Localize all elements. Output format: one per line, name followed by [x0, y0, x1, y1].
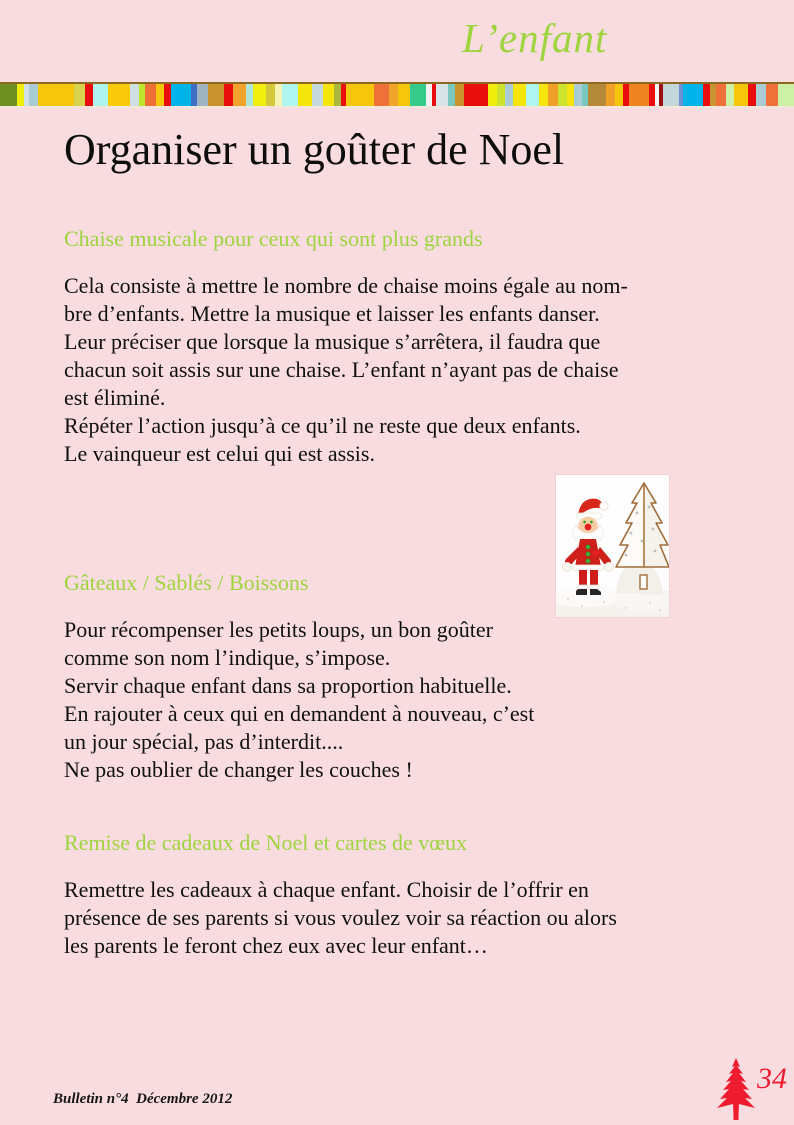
text-line: un jour spécial, pas d’interdit....: [64, 729, 344, 754]
text-line: Leur préciser que lorsque la musique s’arrêtera, il faudra que: [64, 329, 601, 354]
text-line: est éliminé.: [64, 385, 166, 410]
banner-stripe: [74, 84, 85, 106]
santa-cookie-illustration: [556, 475, 669, 617]
banner-stripe: [548, 84, 558, 106]
banner-stripe: [29, 84, 38, 106]
banner-stripe: [233, 84, 246, 106]
banner-stripe: [748, 84, 756, 106]
banner-stripe: [164, 84, 171, 106]
banner-stripe: [756, 84, 766, 106]
banner-stripe: [171, 84, 191, 106]
text-line: présence de ses parents si vous voulez voir sa réaction ou alors: [64, 905, 617, 930]
banner-stripe: [513, 84, 526, 106]
banner-stripe: [497, 84, 505, 106]
banner-stripe: [312, 84, 323, 106]
banner-stripe: [282, 84, 298, 106]
page-title: Organiser un goûter de Noel: [64, 125, 565, 174]
banner-stripe: [539, 84, 548, 106]
banner-stripe: [93, 84, 108, 106]
banner-stripe: [374, 84, 389, 106]
banner-stripe: [410, 84, 426, 106]
text-line: Remettre les cadeaux à chaque enfant. Choisir de l’offrir en: [64, 877, 589, 902]
banner-stripe: [275, 84, 282, 106]
banner-stripe: [130, 84, 139, 106]
section-heading-remise-cadeaux: Remise de cadeaux de Noel et cartes de vœux: [64, 830, 468, 855]
banner-stripe: [298, 84, 312, 106]
banner-stripe: [208, 84, 224, 106]
text-line: Le vainqueur est celui qui est assis.: [64, 441, 375, 466]
banner-stripe: [197, 84, 208, 106]
section-body-remise-cadeaux: [64, 876, 617, 960]
section-body-chaise-musicale: [64, 272, 628, 468]
text-line: Répéter l’action jusqu’à ce qu’il ne reste que deux enfants.: [64, 413, 581, 438]
banner-stripe: [156, 84, 164, 106]
banner-stripe: [703, 84, 710, 106]
banner-stripe: [588, 84, 606, 106]
banner-stripe: [716, 84, 726, 106]
christmas-tree-icon: [712, 1058, 760, 1120]
banner-stripe: [464, 84, 488, 106]
banner-stripe: [567, 84, 574, 106]
banner-stripe: [526, 84, 539, 106]
banner-stripe: [436, 84, 448, 106]
banner-stripe: [505, 84, 513, 106]
banner-stripe: [17, 84, 24, 106]
santa-cookie-photo: [556, 475, 669, 617]
banner-stripe: [253, 84, 266, 106]
text-line: chacun soit assis sur une chaise. L’enfant n’ayant pas de chaise: [64, 357, 619, 382]
banner-stripe: [266, 84, 275, 106]
banner-stripe: [389, 84, 398, 106]
section-heading-chaise-musicale: Chaise musicale pour ceux qui sont plus grands: [64, 226, 483, 251]
text-line: En rajouter à ceux qui en demandent à nouveau, c’est: [64, 701, 535, 726]
text-line: Pour récompenser les petits loups, un bon goûter: [64, 617, 493, 642]
banner-stripe: [0, 84, 17, 106]
page-number: 34: [757, 1062, 787, 1095]
banner-stripe: [558, 84, 567, 106]
newsletter-brand-title: L’enfant: [462, 15, 608, 61]
section-body-gateaux: [64, 616, 534, 784]
banner-stripe: [323, 84, 334, 106]
text-line: Ne pas oublier de changer les couches !: [64, 757, 413, 782]
banner-stripe: [766, 84, 778, 106]
banner-stripe: [334, 84, 341, 106]
banner-stripe: [683, 84, 703, 106]
banner-stripe: [85, 84, 93, 106]
banner-stripe: [224, 84, 233, 106]
banner-stripe: [615, 84, 623, 106]
banner-stripe: [448, 84, 455, 106]
banner-stripe: [398, 84, 410, 106]
banner-stripe: [246, 84, 253, 106]
banner-stripe: [145, 84, 156, 106]
footer-bulletin-label: Bulletin n°4 Décembre 2012: [53, 1091, 233, 1107]
banner-stripe: [488, 84, 497, 106]
banner-stripe: [663, 84, 679, 106]
banner-stripe: [778, 84, 794, 106]
banner-stripe: [455, 84, 464, 106]
banner-stripe: [606, 84, 615, 106]
banner-stripe: [726, 84, 734, 106]
section-heading-gateaux-sables-boissons: Gâteaux / Sablés / Boissons: [64, 570, 309, 595]
banner-stripe: [346, 84, 374, 106]
text-line: Servir chaque enfant dans sa proportion habituelle.: [64, 673, 512, 698]
text-line: bre d’enfants. Mettre la musique et laisser les enfants danser.: [64, 301, 600, 326]
decorative-stripe-banner: [0, 82, 794, 108]
banner-stripe: [108, 84, 130, 106]
text-line: comme son nom l’indique, s’impose.: [64, 645, 391, 670]
banner-stripe: [629, 84, 649, 106]
text-line: Cela consiste à mettre le nombre de chaise moins égale au nom-: [64, 273, 628, 298]
banner-stripe: [38, 84, 74, 106]
banner-stripe: [734, 84, 748, 106]
text-line: les parents le feront chez eux avec leur enfant…: [64, 933, 488, 958]
banner-stripe: [574, 84, 582, 106]
